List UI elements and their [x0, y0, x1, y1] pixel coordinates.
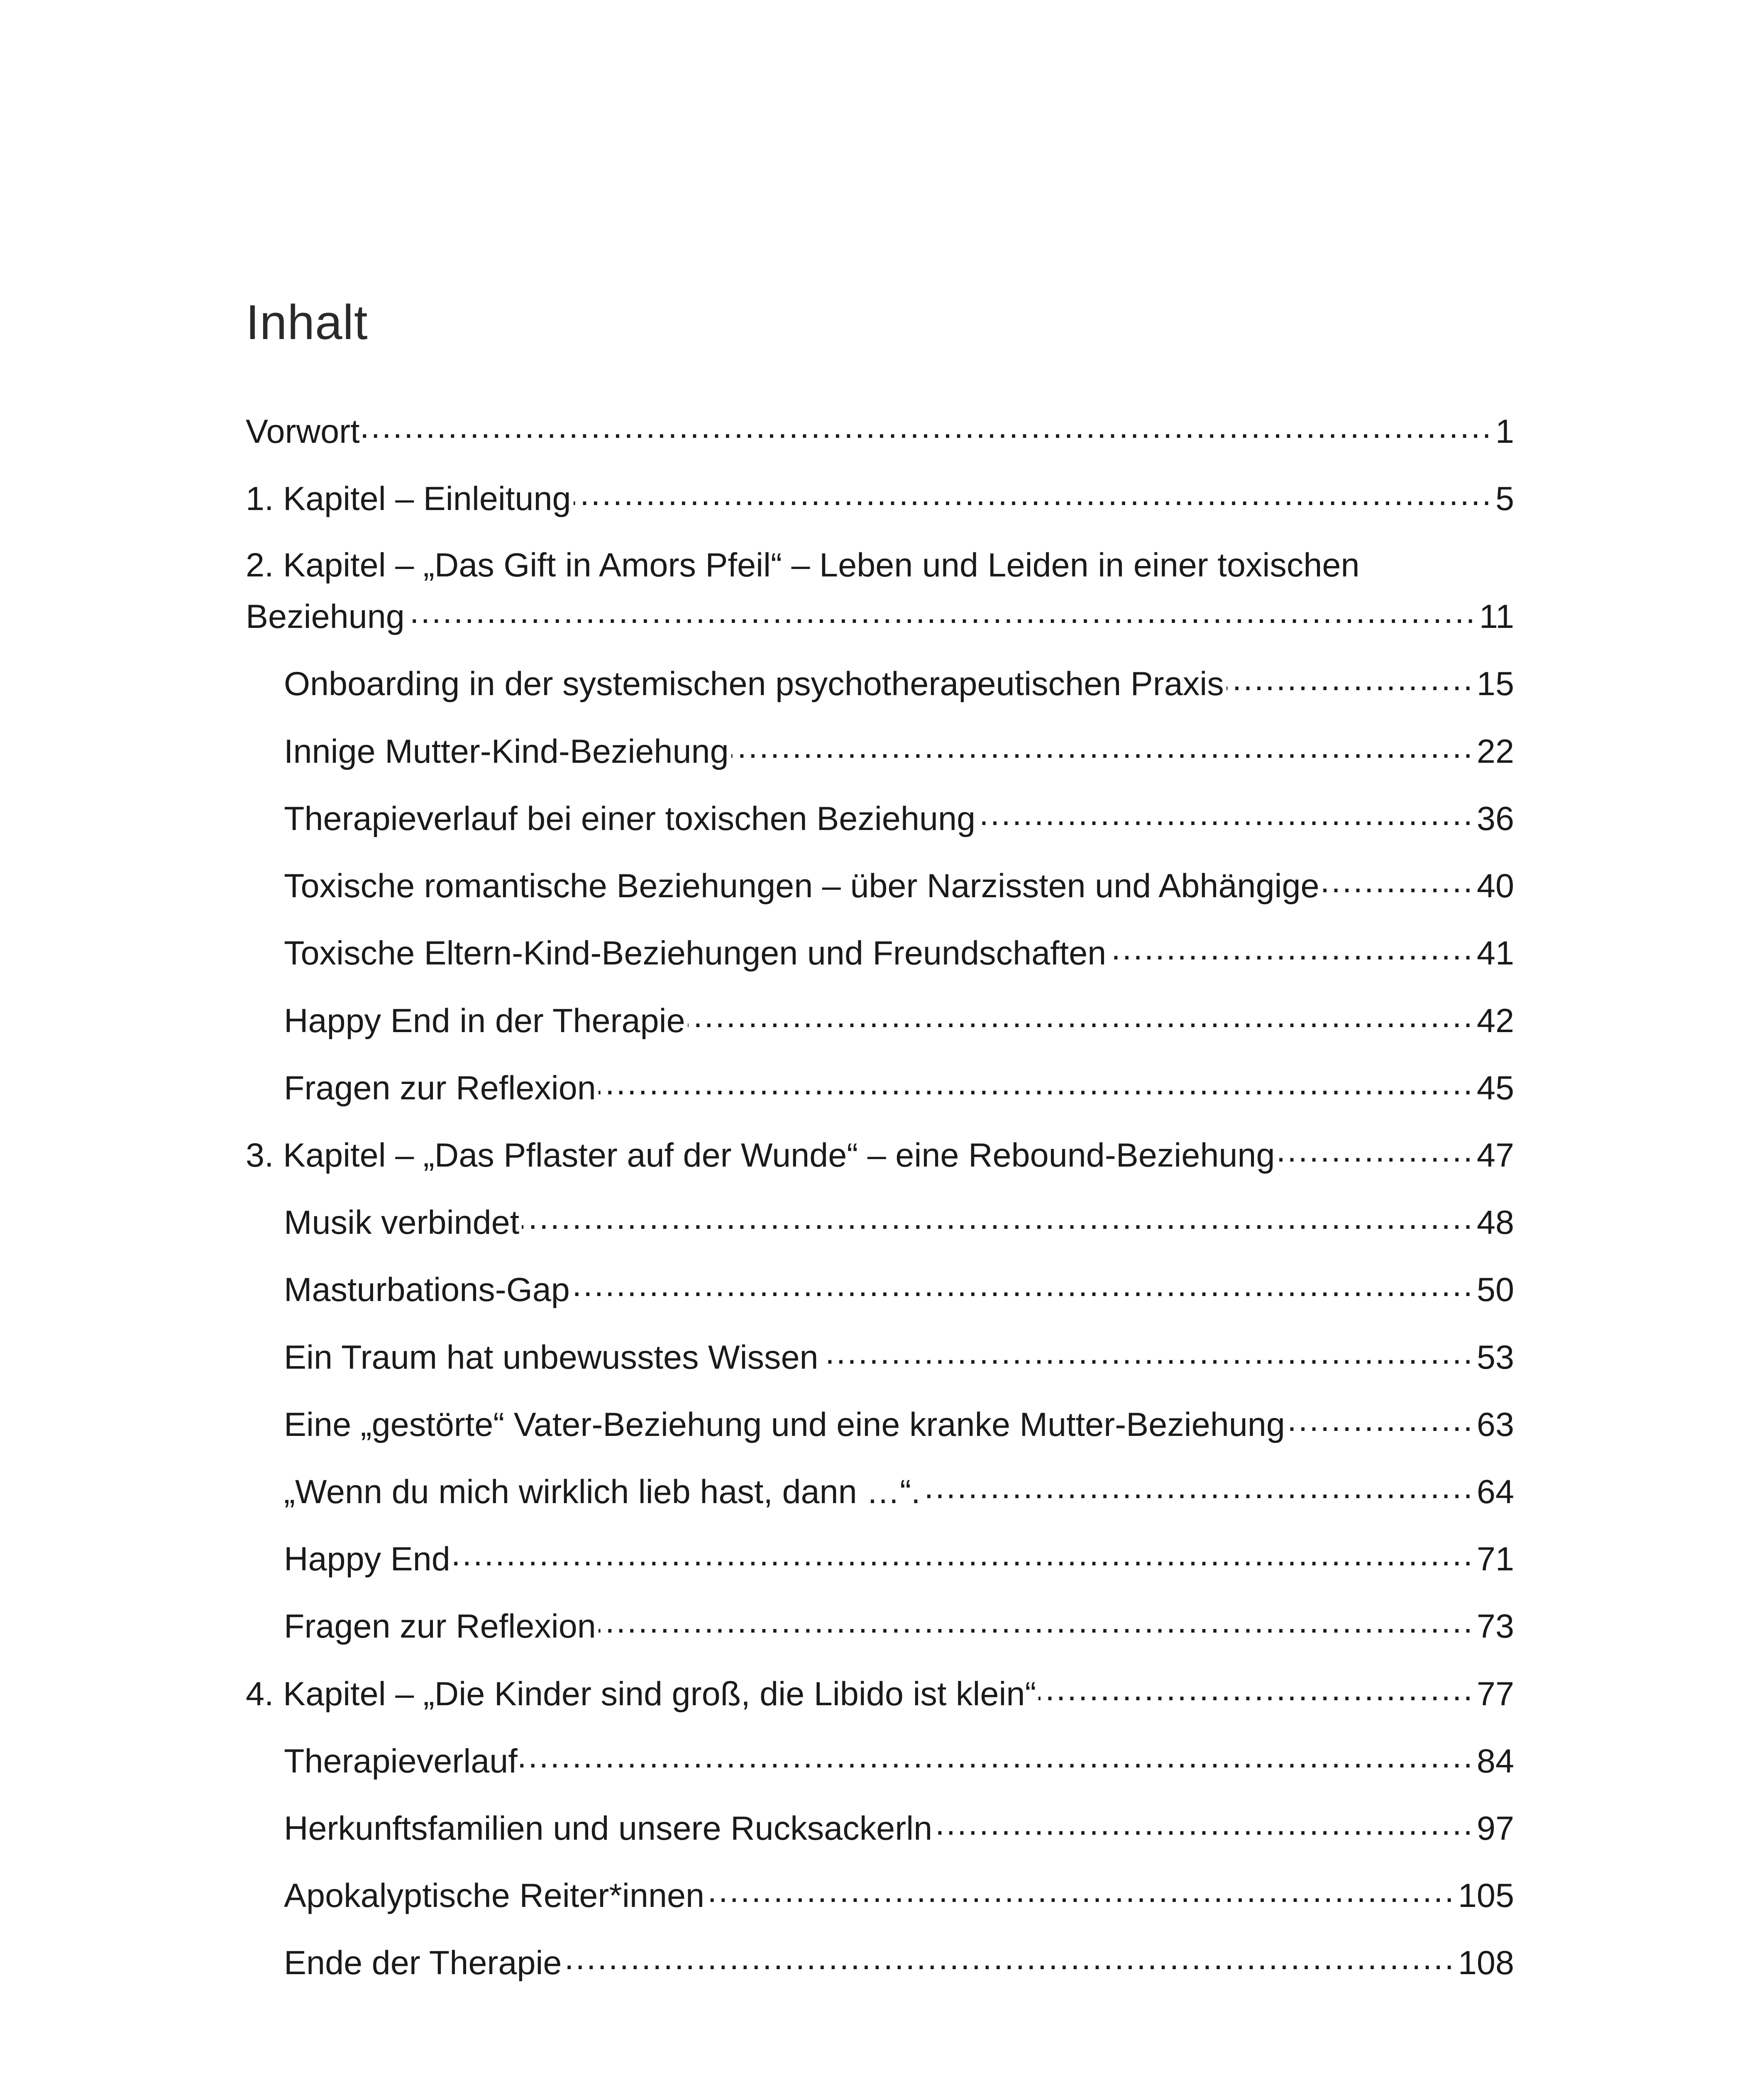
toc-entry-page: 50: [1476, 1271, 1514, 1308]
toc-entry-page: 42: [1476, 1002, 1514, 1040]
toc-dot-leader: [564, 1946, 1455, 1980]
toc-entry-page: 45: [1476, 1069, 1514, 1107]
toc-dot-leader: [1109, 937, 1474, 970]
toc-entry-page: 5: [1495, 480, 1514, 518]
toc-entry-label: 4. Kapitel – „Die Kinder sind groß, die Libido ist klein“: [246, 1675, 1036, 1713]
toc-entry[interactable]: [246, 482, 1514, 516]
toc-entry-page: 22: [1476, 733, 1514, 770]
toc-entry-page: 40: [1476, 867, 1514, 905]
toc-entry-page: 48: [1476, 1204, 1514, 1241]
toc-subentry[interactable]: [284, 1475, 1514, 1509]
toc-entry[interactable]: [246, 1139, 1514, 1172]
toc-dot-leader: [935, 1812, 1474, 1846]
toc-entry-label: Fragen zur Reflexion: [284, 1069, 596, 1107]
toc-entry-label: Happy End in der Therapie: [284, 1002, 685, 1040]
toc-subentry[interactable]: [284, 1812, 1514, 1846]
toc-entry-page: 108: [1458, 1944, 1514, 1982]
toc-dot-leader: [453, 1543, 1474, 1576]
toc-subentry[interactable]: [284, 1408, 1514, 1442]
toc-entry-label: Apokalyptische Reiter*innen: [284, 1877, 705, 1914]
toc-entry-label-line1[interactable]: 2. Kapitel – „Das Gift in Amors Pfeil“ – Leben und Leiden in einer toxischen: [246, 547, 1360, 584]
toc-entry-label: Vorwort: [246, 413, 360, 450]
toc-entry-label: Therapieverlauf bei einer toxischen Beziehung: [284, 800, 976, 837]
toc-subentry[interactable]: [284, 1004, 1514, 1038]
toc-dot-leader: [688, 1004, 1474, 1038]
toc-dot-leader: [520, 1745, 1474, 1778]
toc-entry-page: 97: [1476, 1810, 1514, 1847]
toc-entry-page: 63: [1476, 1406, 1514, 1443]
toc-subentry[interactable]: [284, 735, 1514, 769]
toc-entry[interactable]: [246, 415, 1514, 449]
toc-dot-leader: [1226, 667, 1474, 701]
toc-entry-label: 1. Kapitel – Einleitung: [246, 480, 571, 518]
toc-entry-label: Toxische romantische Beziehungen – über Narzissten und Abhängige: [284, 867, 1319, 905]
toc-entry-label: Onboarding in der systemischen psychotherapeutischen Praxis: [284, 665, 1224, 703]
toc-entry-label: Therapieverlauf: [284, 1743, 518, 1780]
toc-dot-leader: [978, 802, 1474, 836]
page-title: Inhalt: [246, 295, 368, 350]
toc-entry[interactable]: [246, 1677, 1514, 1711]
toc-entry-label: Fragen zur Reflexion: [284, 1608, 596, 1645]
toc-entry-page: 1: [1495, 413, 1514, 450]
toc-entry-page: 15: [1476, 665, 1514, 703]
toc-dot-leader: [707, 1879, 1456, 1913]
toc-entry-label: Beziehung: [246, 598, 405, 635]
toc-dot-leader: [574, 482, 1493, 516]
toc-dot-leader: [599, 1610, 1474, 1643]
toc-subentry[interactable]: [284, 1946, 1514, 1980]
toc-dot-leader: [1322, 869, 1474, 903]
toc-entry-label: „Wenn du mich wirklich lieb hast, dann …“.: [284, 1473, 921, 1511]
toc-dot-leader: [599, 1072, 1474, 1105]
toc-dot-leader: [1278, 1139, 1474, 1172]
toc-entry-page: 41: [1476, 935, 1514, 972]
toc-subentry[interactable]: [284, 937, 1514, 970]
toc-subentry[interactable]: [284, 1745, 1514, 1778]
toc-subentry[interactable]: [284, 1879, 1514, 1913]
toc-entry-page: 84: [1476, 1743, 1514, 1780]
toc-subentry[interactable]: [284, 1540, 1514, 1578]
toc-entry-page: 71: [1476, 1540, 1514, 1578]
toc-entry[interactable]: [246, 600, 1514, 634]
toc-entry-label: Masturbations-Gap: [284, 1271, 570, 1308]
toc-subentry[interactable]: [284, 1341, 1514, 1374]
toc-entry-page: 73: [1476, 1608, 1514, 1645]
toc-dot-leader: [1288, 1408, 1474, 1442]
toc-dot-leader: [923, 1475, 1474, 1509]
toc-entry-label: 3. Kapitel – „Das Pflaster auf der Wunde“ – eine Rebound-Beziehung: [246, 1137, 1275, 1174]
toc-entry-label: Herkunftsfamilien und unsere Rucksackerln: [284, 1810, 933, 1847]
toc-dot-leader: [572, 1273, 1474, 1307]
toc-entry-page: 53: [1476, 1339, 1514, 1376]
toc-entry-page: 11: [1479, 598, 1514, 635]
toc-entry-page: 105: [1458, 1877, 1514, 1914]
toc-entry-label: Musik verbindet: [284, 1204, 520, 1241]
toc-subentry[interactable]: [284, 667, 1514, 701]
toc-entry-label: Ein Traum hat unbewusstes Wissen: [284, 1339, 818, 1376]
toc-subentry[interactable]: [284, 869, 1514, 903]
toc-subentry[interactable]: [284, 1273, 1514, 1307]
toc-dot-leader: [1038, 1677, 1474, 1711]
toc-dot-leader: [407, 600, 1477, 634]
toc-entry-label: Toxische Eltern-Kind-Beziehungen und Freundschaften: [284, 935, 1107, 972]
toc-entry-page: 64: [1476, 1473, 1514, 1511]
toc-subentry[interactable]: [284, 802, 1514, 836]
toc-entry-label: Eine „gestörte“ Vater-Beziehung und eine kranke Mutter-Beziehung: [284, 1406, 1285, 1443]
toc-entry-label: Happy End: [284, 1540, 450, 1578]
toc-dot-leader: [522, 1206, 1474, 1240]
toc-dot-leader: [731, 735, 1474, 769]
toc-subentry[interactable]: [284, 1610, 1514, 1643]
toc-subentry[interactable]: [284, 1069, 1514, 1107]
toc-dot-leader: [362, 415, 1493, 449]
toc-entry-page: 36: [1476, 800, 1514, 837]
toc-entry-label: Innige Mutter-Kind-Beziehung: [284, 733, 729, 770]
toc-dot-leader: [821, 1341, 1474, 1374]
toc-entry-page: 77: [1476, 1675, 1514, 1713]
toc-entry-label: Ende der Therapie: [284, 1944, 562, 1982]
toc-entry-page: 47: [1476, 1137, 1514, 1174]
toc-subentry[interactable]: [284, 1206, 1514, 1240]
